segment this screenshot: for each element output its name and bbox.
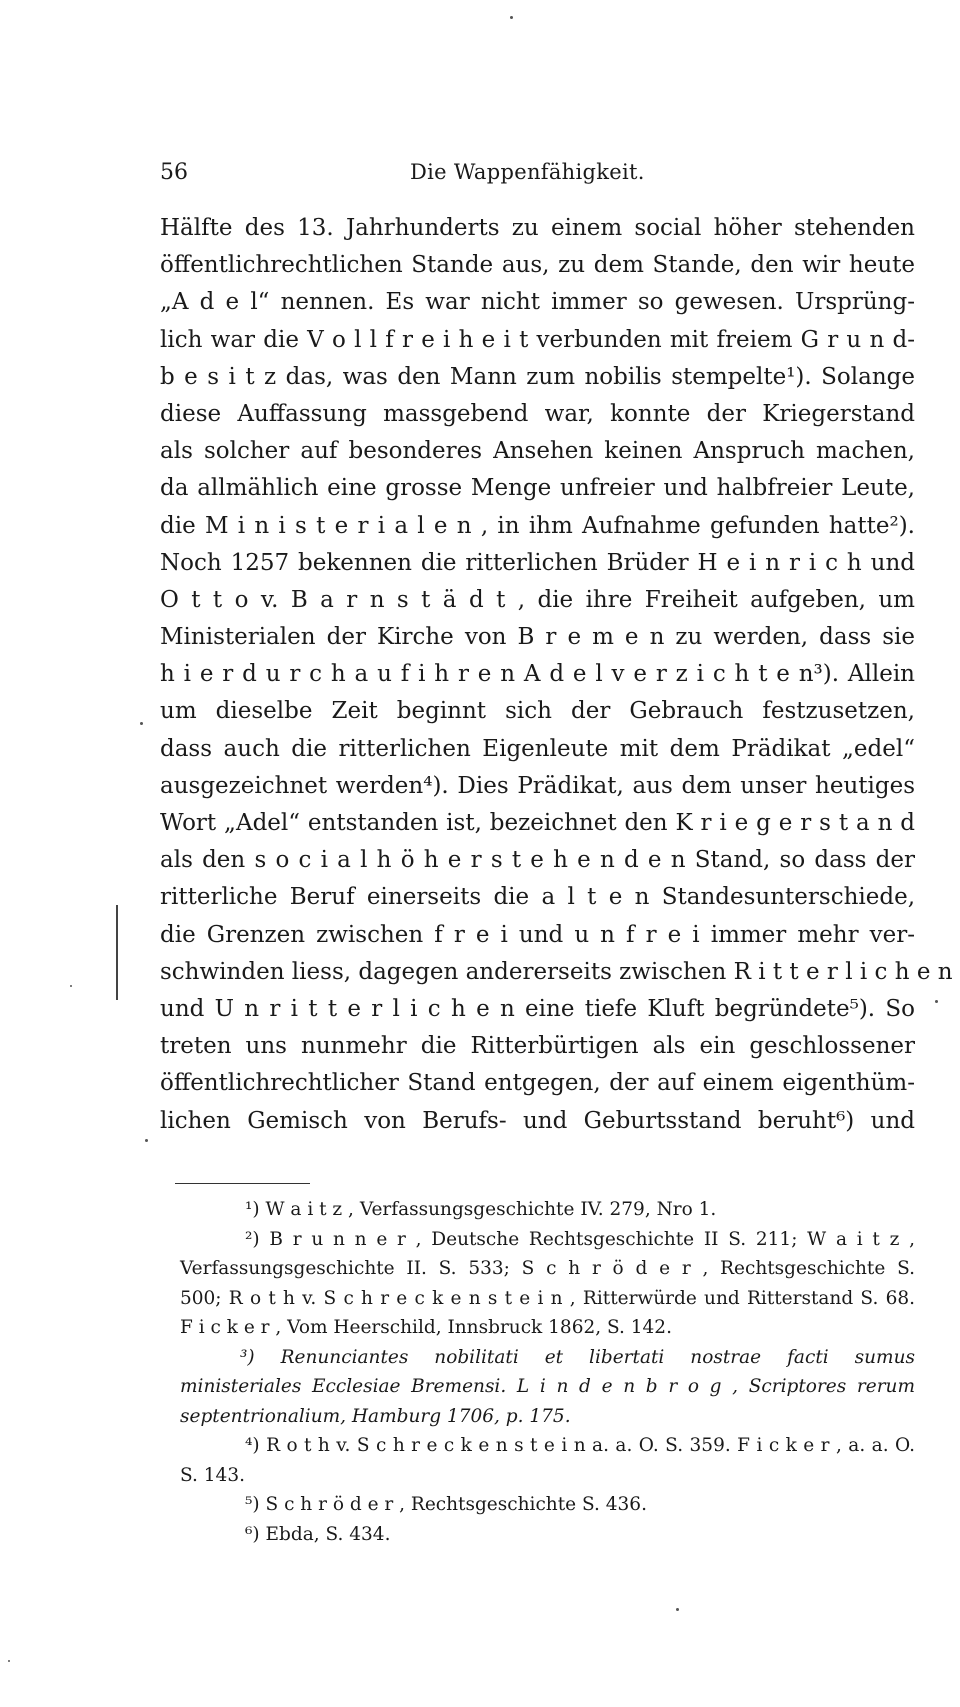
body-line: lichen Gemisch von Berufs- und Geburtsstand beruht⁶) und [160, 1107, 915, 1134]
scan-speck [140, 722, 143, 725]
margin-scan-mark [116, 905, 118, 1000]
body-line: öffentlichrechtlichen Stande aus, zu dem Stande, den wir heute [160, 252, 915, 279]
body-line: treten uns nunmehr die Ritterbürtigen als ein geschlossener [160, 1033, 915, 1060]
scan-speck [145, 1139, 148, 1142]
body-line: O t t o v. B a r n s t ä d t , die ihre Freiheit aufgeben, um [160, 586, 915, 613]
scan-speck [8, 1660, 10, 1662]
body-line: die M i n i s t e r i a l e n , in ihm Aufnahme gefunden hatte²). [160, 512, 915, 539]
body-line: um dieselbe Zeit beginnt sich der Gebrauch festzusetzen, [160, 698, 915, 725]
body-line: diese Auffassung massgebend war, konnte der Kriegerstand [160, 400, 915, 427]
body-line: und U n r i t t e r l i c h e n eine tiefe Kluft begründete⁵). So [160, 995, 915, 1022]
footnote-line: 500; R o t h v. S c h r e c k e n s t e i n , Ritterwürde und Ritterstand S. 68. [180, 1287, 915, 1309]
body-line: schwinden liess, dagegen andererseits zwischen R i t t e r l i c h e n [160, 958, 953, 985]
body-line: ritterliche Beruf einerseits die a l t e n Standesunterschiede, [160, 884, 915, 911]
body-line: ausgezeichnet werden⁴). Dies Prädikat, aus dem unser heutiges [160, 772, 915, 799]
scan-speck [676, 1608, 679, 1611]
scan-speck [70, 985, 72, 987]
body-line: Ministerialen der Kirche von B r e m e n zu werden, dass sie [160, 624, 915, 651]
footnote-line: ministeriales Ecclesiae Bremensi. L i n d e n b r o g , Scriptores rerum [180, 1376, 915, 1397]
page-header [160, 160, 860, 188]
running-title: Die Wappenfähigkeit. [410, 160, 645, 184]
body-line: lich war die V o l l f r e i h e i t verbunden mit freiem G r u n d- [160, 326, 915, 353]
footnote-line: S. 143. [180, 1464, 245, 1486]
footnote-line: ⁶) Ebda, S. 434. [245, 1523, 391, 1545]
body-line: Hälfte des 13. Jahrhunderts zu einem social höher stehenden [160, 215, 915, 241]
footnote-line: ¹) W a i t z , Verfassungsgeschichte IV. 279, Nro 1. [245, 1199, 717, 1220]
body-line: Wort „Adel“ entstanden ist, bezeichnet den K r i e g e r s t a n d [160, 810, 915, 836]
footnote-line: septentrionalium, Hamburg 1706, p. 175. [180, 1405, 571, 1427]
body-line: da allmählich eine grosse Menge unfreier und halbfreier Leute, [160, 475, 915, 502]
body-line: dass auch die ritterlichen Eigenleute mit dem Prädikat „edel“ [160, 735, 915, 762]
body-line: die Grenzen zwischen f r e i und u n f r e i immer mehr ver- [160, 921, 915, 948]
footnote-divider [175, 1183, 310, 1184]
footnote-line: ⁴) R o t h v. S c h r e c k e n s t e i n a. a. O. S. 359. F i c k e r , a. a. O. [245, 1435, 915, 1456]
body-line: Noch 1257 bekennen die ritterlichen Brüder H e i n r i c h und [160, 549, 915, 576]
scan-speck [510, 16, 513, 19]
body-line: „A d e l“ nennen. Es war nicht immer so gewesen. Ursprüng- [160, 289, 915, 316]
footnote-line: ²) B r u n n e r , Deutsche Rechtsgeschichte II S. 211; W a i t z , [245, 1228, 915, 1250]
body-line: als solcher auf besonderes Ansehen keinen Anspruch machen, [160, 438, 915, 465]
body-line: b e s i t z das, was den Mann zum nobilis stempelte¹). Solange [160, 363, 915, 390]
footnote-line: ⁵) S c h r ö d e r , Rechtsgeschichte S. 436. [245, 1494, 647, 1515]
body-line: als den s o c i a l h ö h e r s t e h e n d e n Stand, so dass der [160, 847, 915, 874]
body-line: öffentlichrechtlicher Stand entgegen, der auf einem eigenthüm- [160, 1070, 915, 1097]
footnote-line: ³) Renunciantes nobilitati et libertati nostrae facti sumus [240, 1346, 915, 1368]
footnote-line: F i c k e r , Vom Heerschild, Innsbruck 1862, S. 142. [180, 1317, 672, 1338]
page-number: 56 [160, 160, 188, 185]
footnote-line: Verfassungsgeschichte II. S. 533; S c h r ö d e r , Rechtsgeschichte S. [180, 1258, 915, 1279]
body-line: h i e r d u r c h a u f i h r e n A d e l v e r z i c h t e n³). Allein [160, 661, 915, 688]
footnotes [180, 1195, 915, 1549]
scan-speck [935, 1000, 938, 1003]
body-text [160, 210, 953, 1140]
